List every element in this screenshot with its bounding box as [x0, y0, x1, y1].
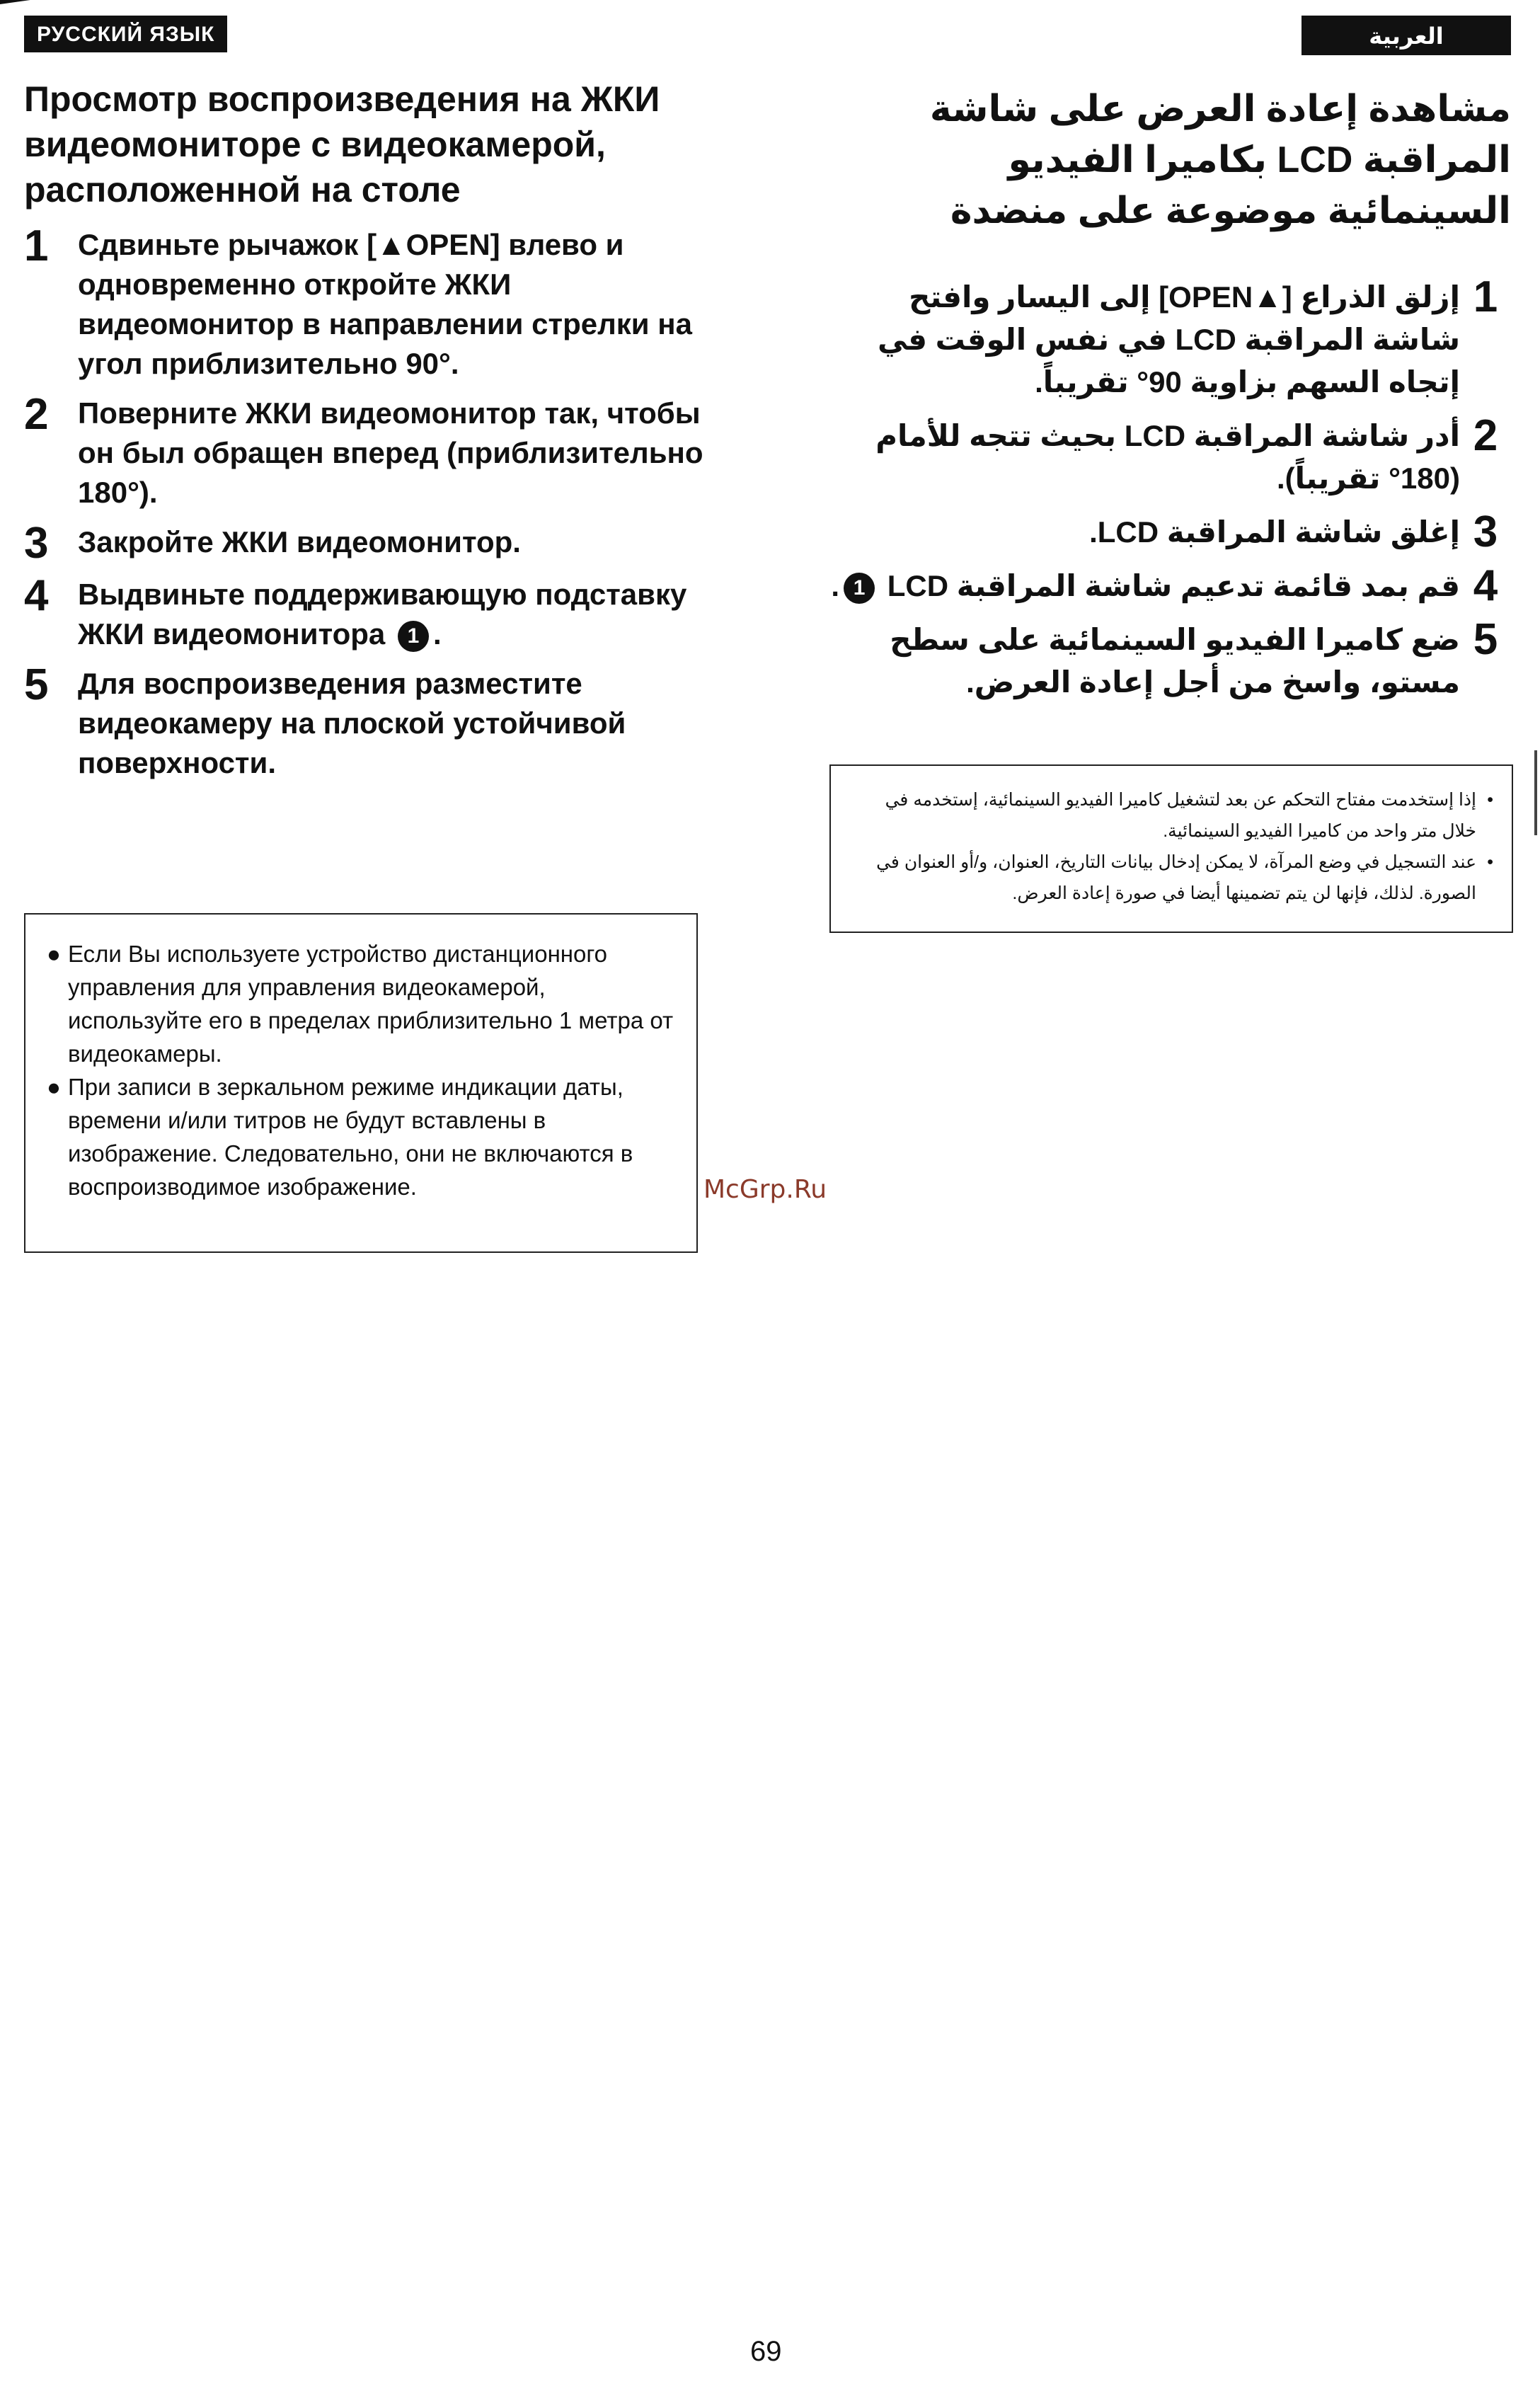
arabic-language-tab: العربية [1301, 16, 1511, 55]
russian-step-1 [24, 222, 703, 384]
step-text: ضع كاميرا الفيديو السينمائية على سطح مستو، واسخ من أجل إعادة العرض. [890, 623, 1460, 699]
arabic-steps [821, 273, 1511, 704]
step-number: 3 [24, 519, 49, 568]
russian-note-item [47, 937, 675, 1070]
note-text: При записи в зеркальном режиме индикации даты, времени и/или титров не будут вставлены в изображение. Следовательно, они не включаются в воспроизводимое изображение. [68, 1074, 633, 1200]
russian-column [24, 16, 703, 793]
corner-scan-mark [0, 0, 42, 4]
step-text-main: Выдвиньте поддерживающую подставку ЖКИ видеомонитора [78, 578, 687, 651]
step-text [831, 565, 1460, 607]
arabic-note-box [829, 764, 1513, 933]
bullet-icon: ● [47, 1074, 61, 1100]
arabic-step-3 [821, 508, 1511, 556]
note-text: إذا إستخدمت مفتاح التحكم عن بعد لتشغيل كاميرا الفيديو السينمائية، إستخدمه في خلال متر واحد من كاميرا الفيديو السينمائية. [885, 790, 1476, 841]
step-text: أدر شاشة المراقبة LCD بحيث تتجه للأمام (180° تقريباً). [875, 419, 1460, 495]
step-text: Поверните ЖКИ видеомонитор так, чтобы он был обращен вперед (приблизительно 180°). [78, 396, 703, 509]
russian-title: Просмотр воспроизведения на ЖКИ видеомониторе с видеокамерой, расположенной на столе [24, 79, 660, 210]
step-text: Для воспроизведения разместите видеокамеру на плоской устойчивой поверхности. [78, 667, 626, 779]
arabic-step-5 [821, 615, 1511, 704]
step-number: 5 [24, 660, 49, 709]
russian-step-3 [24, 519, 703, 568]
arabic-note-list [849, 784, 1493, 909]
russian-steps [24, 222, 703, 783]
russian-step-2 [24, 390, 703, 512]
note-text: Если Вы используете устройство дистанционного управления для управления видеокамерой, используйте его в пределах приблизительно 1 метра от видеокамеры. [68, 941, 674, 1067]
side-scan-mark [1534, 750, 1537, 835]
arabic-step-4 [821, 561, 1511, 610]
arabic-note-item [849, 784, 1493, 847]
step-text: إزلق الذراع [▲OPEN] إلى اليسار وافتح شاشة المراقبة LCD في نفس الوقت في إتجاه السهم بزاوية 90° تقريباً. [878, 280, 1460, 399]
russian-step-5 [24, 660, 703, 783]
step-number: 1 [24, 222, 49, 270]
russian-language-tab: РУССКИЙ ЯЗЫК [24, 16, 227, 52]
note-text: عند التسجيل في وضع المرآة، لا يمكن إدخال بيانات التاريخ، العنوان، و/أو العنوان في الصورة. لذلك، فإنها لن يتم تضمينها أيضا في صورة إعادة العرض. [876, 852, 1476, 903]
step-number: 2 [24, 390, 49, 439]
step-text [78, 575, 703, 654]
step-text-suffix: . [831, 569, 840, 602]
russian-note-item [47, 1070, 675, 1203]
step-text: إغلق شاشة المراقبة LCD. [1089, 515, 1460, 549]
bullet-icon: ● [47, 941, 61, 967]
watermark-text: McGrp.Ru [703, 1175, 827, 1204]
step-text: Сдвиньте рычажок [▲OPEN] влево и одновременно откройте ЖКИ видеомонитор в направлении стрелки на угол приблизительно 90°. [78, 228, 692, 380]
arabic-column [821, 16, 1511, 715]
step-number: 2 [1473, 411, 1498, 460]
arabic-step-2 [821, 411, 1511, 500]
page-number: 69 [750, 2336, 782, 2367]
arabic-step-1 [821, 273, 1511, 403]
step-number: 1 [1473, 273, 1498, 321]
arabic-title: مشاهدة إعادة العرض على شاشة المراقبة LCD بكاميرا الفيديو السينمائية موضوعة على منضدة [929, 88, 1511, 231]
step-number: 4 [24, 571, 49, 620]
russian-step-4 [24, 571, 703, 654]
step-text-suffix: . [432, 617, 442, 651]
bullet-icon: • [1487, 852, 1493, 872]
step-number: 3 [1473, 508, 1498, 556]
step-number: 5 [1473, 615, 1498, 664]
step-number: 4 [1473, 561, 1498, 610]
russian-note-box [24, 913, 698, 1253]
russian-note-list [47, 937, 675, 1203]
arabic-note-item [849, 847, 1493, 909]
bullet-icon: • [1487, 790, 1493, 810]
callout-marker-icon: 1 [398, 621, 429, 652]
step-text: Закройте ЖКИ видеомонитор. [78, 525, 521, 558]
step-text-main: قم بمد قائمة تدعيم شاشة المراقبة LCD [887, 569, 1460, 602]
callout-marker-icon: 1 [844, 573, 875, 604]
